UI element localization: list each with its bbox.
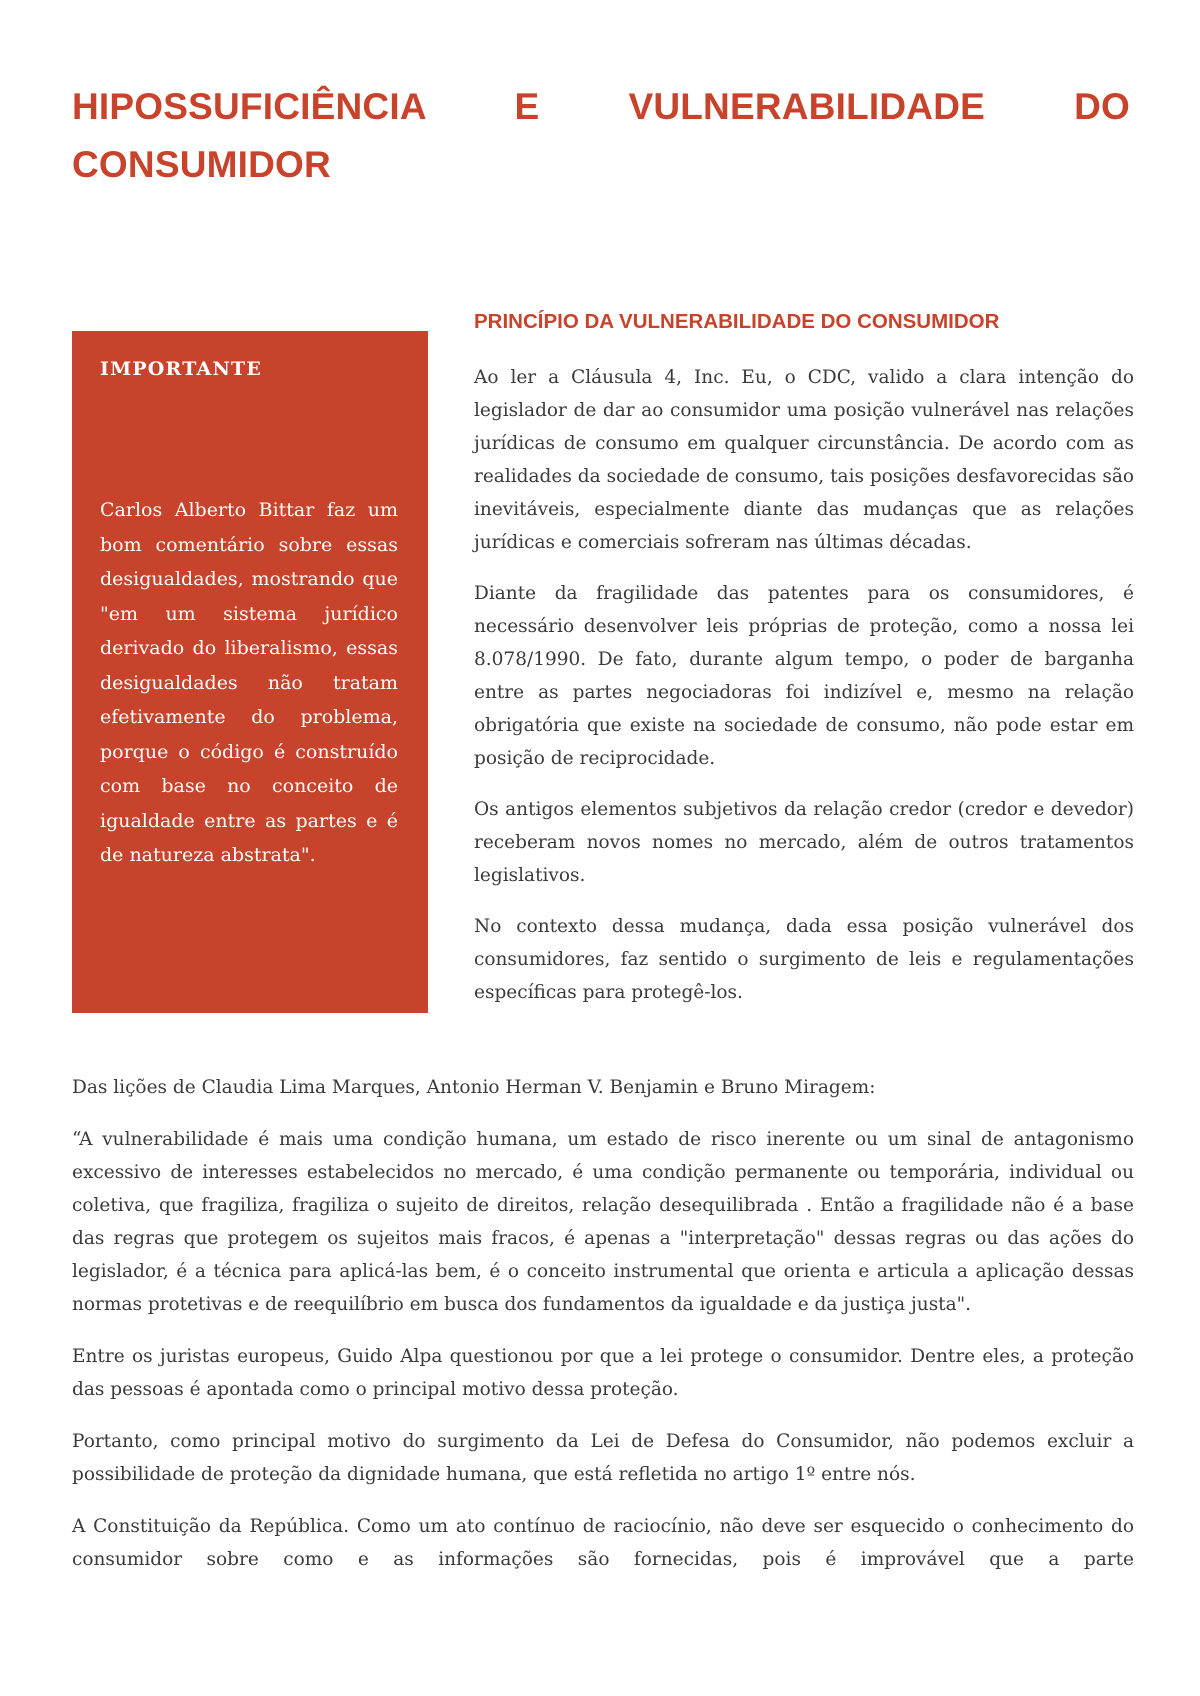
- paragraph: Entre os juristas europeus, Guido Alpa questionou por que a lei protege o consumidor. Dentre eles, a proteção das pessoas é apontada como o principal motivo dessa proteção.: [72, 1346, 1134, 1400]
- right-column: [474, 361, 1134, 1027]
- sidebar-heading: IMPORTANTE: [100, 358, 263, 380]
- paragraph: Portanto, como principal motivo do surgimento da Lei de Defesa do Consumidor, não podemos excluir a possibilidade de proteção da dignidade humana, que está refletida no artigo 1º entre nós.: [72, 1431, 1134, 1485]
- quote-paragraph: “A vulnerabilidade é mais uma condição humana, um estado de risco inerente ou um sinal de antagonismo excessivo de interesses estabelecidos no mercado, é uma condição permanente ou temporária, individual ou coletiva, que fragiliza, fragiliza o sujeito de direitos, relação desequilibrada . Então a fragilidade não é a base das regras que protegem os sujeitos mais fracos, é apenas a "interpretação" dessas regras ou das ações do legislador, é a técnica para aplicá-las bem, é o conceito instrumental que orienta e articula a aplicação dessas normas protetivas e de reequilíbrio em busca dos fundamentos da igualdade e da justiça justa".: [72, 1129, 1134, 1315]
- sidebar-text: Carlos Alberto Bittar faz um bom comentário sobre essas desigualdades, mostrando que "em um sistema jurídico derivado do liberalismo, essas desigualdades não tratam efetivamente do problema, porque o código é construído com base no conceito de igualdade entre as partes e é de natureza abstrata".: [100, 499, 398, 866]
- paragraph: No contexto dessa mudança, dada essa posição vulnerável dos consumidores, faz sentido o surgimento de leis e regulamentações específicas para protegê-los.: [474, 916, 1134, 1003]
- paragraph: Das lições de Claudia Lima Marques, Antonio Herman V. Benjamin e Bruno Miragem:: [72, 1077, 876, 1098]
- paragraph: Os antigos elementos subjetivos da relação credor (credor e devedor) receberam novos nomes no mercado, além de outros tratamentos legislativos.: [474, 799, 1134, 886]
- paragraph: Diante da fragilidade das patentes para os consumidores, é necessário desenvolver leis próprias de proteção, como a nossa lei 8.078/1990. De fato, durante algum tempo, o poder de barganha entre as partes negociadoras foi indizível e, mesmo na relação obrigatória que existe na sociedade de consumo, não pode estar em posição de reciprocidade.: [474, 583, 1134, 769]
- paragraph: A Constituição da República. Como um ato contínuo de raciocínio, não deve ser esquecido o conhecimento do consumidor sobre como e as informações são fornecidas, pois é improvável que a parte: [72, 1516, 1134, 1570]
- body-text: [72, 1071, 1134, 1595]
- paragraph: Ao ler a Cláusula 4, Inc. Eu, o CDC, valido a clara intenção do legislador de dar ao consumidor uma posição vulnerável nas relações jurídicas de consumo em qualquer circunstância. De acordo com as realidades da sociedade de consumo, tais posições desfavorecidas são inevitáveis, especialmente diante das mudanças que as relações jurídicas e comerciais sofreram nas últimas décadas.: [474, 367, 1134, 553]
- section-heading: PRINCÍPIO DA VULNERABILIDADE DO CONSUMIDOR: [474, 310, 1000, 333]
- important-sidebar-box: [72, 331, 428, 1013]
- page-title: HIPOSSUFICIÊNCIA E VULNERABILIDADE DO CONSUMIDOR: [72, 86, 1130, 185]
